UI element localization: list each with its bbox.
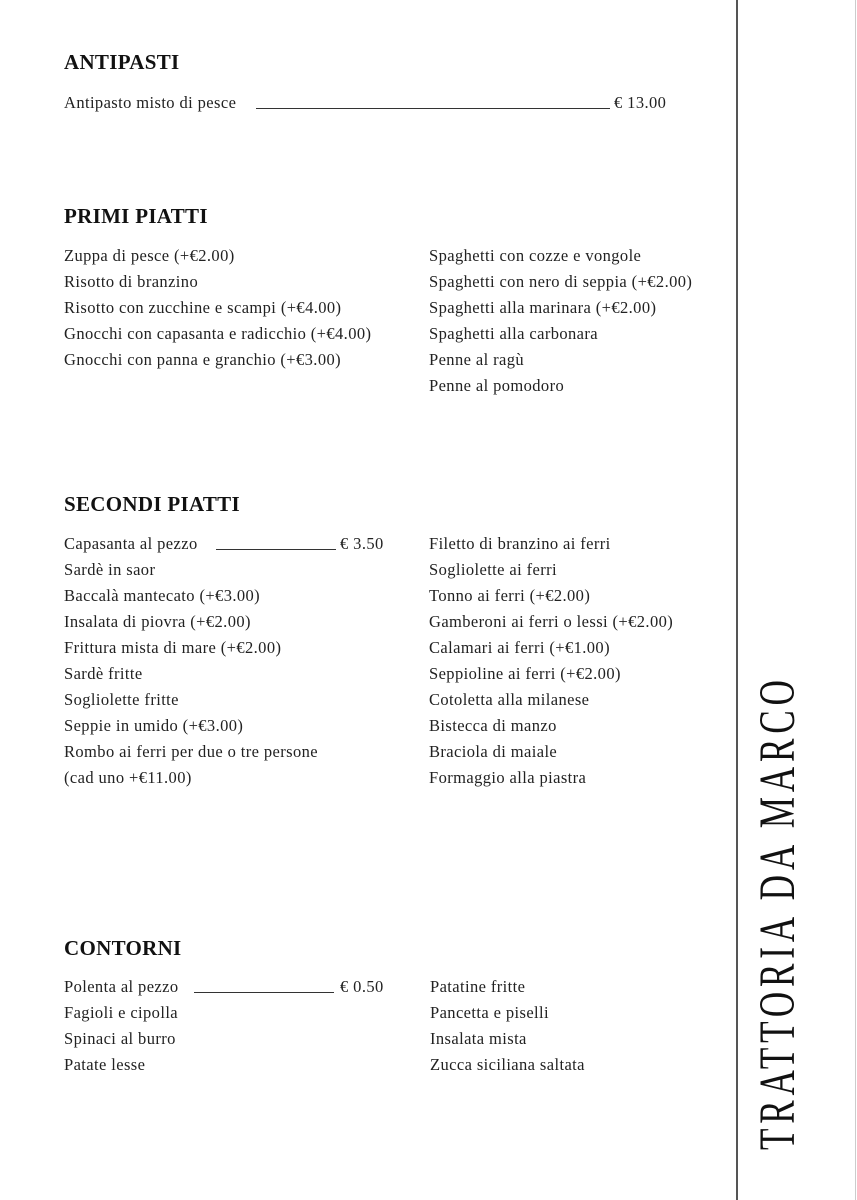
menu-price: € 0.50: [340, 977, 384, 996]
menu-item: Cotoletta alla milanese: [429, 690, 590, 709]
menu-item: Sardè in saor: [64, 560, 156, 579]
leader-line: [256, 108, 610, 109]
menu-item: Braciola di maiale: [429, 742, 558, 761]
menu-item: Sogliolette ai ferri: [429, 560, 558, 579]
page-edge: [855, 0, 856, 1200]
menu-item: Gnocchi con capasanta e radicchio (+€4.00): [64, 324, 372, 343]
menu-item: Pancetta e piselli: [430, 1003, 549, 1022]
section-title-primi: PRIMI PIATTI: [64, 204, 208, 228]
menu-item: Antipasto misto di pesce: [64, 93, 237, 112]
leader-line: [194, 992, 334, 993]
menu-item: Penne al ragù: [429, 350, 524, 369]
menu-item: Frittura mista di mare (+€2.00): [64, 638, 282, 657]
menu-item: Risotto con zucchine e scampi (+€4.00): [64, 298, 342, 317]
menu-item: Risotto di branzino: [64, 272, 199, 291]
menu-item: Seppie in umido (+€3.00): [64, 716, 244, 735]
menu-item: Insalata mista: [430, 1029, 527, 1048]
menu-item: Bistecca di manzo: [429, 716, 557, 735]
leader-line: [216, 549, 336, 550]
menu-item: Spaghetti alla carbonara: [429, 324, 599, 343]
menu-item: Sardè fritte: [64, 664, 143, 683]
menu-item: Rombo ai ferri per due o tre persone: [64, 742, 319, 761]
menu-item: Baccalà mantecato (+€3.00): [64, 586, 261, 605]
menu-item: Spaghetti con nero di seppia (+€2.00): [429, 272, 693, 291]
menu-item: Spaghetti con cozze e vongole: [429, 246, 642, 265]
menu-item: Calamari ai ferri (+€1.00): [429, 638, 610, 657]
menu-item: Filetto di branzino ai ferri: [429, 534, 611, 553]
menu-item: Formaggio alla piastra: [429, 768, 587, 787]
vertical-divider: [736, 0, 738, 1200]
menu-item: Penne al pomodoro: [429, 376, 565, 395]
section-title-antipasti: ANTIPASTI: [64, 50, 180, 74]
menu-item: Patatine fritte: [430, 977, 526, 996]
menu-item: Spinaci al burro: [64, 1029, 176, 1048]
menu-item: Capasanta al pezzo: [64, 534, 198, 553]
menu-item: Gnocchi con panna e granchio (+€3.00): [64, 350, 342, 369]
restaurant-name: TRATTORIA DA MARCO: [749, 675, 806, 1150]
menu-item: (cad uno +€11.00): [64, 768, 192, 787]
menu-item: Polenta al pezzo: [64, 977, 179, 996]
menu-price: € 3.50: [340, 534, 384, 553]
menu-item: Zucca siciliana saltata: [430, 1055, 585, 1074]
menu-price: € 13.00: [614, 93, 667, 112]
menu-item: Spaghetti alla marinara (+€2.00): [429, 298, 657, 317]
menu-item: Patate lesse: [64, 1055, 146, 1074]
menu-item: Fagioli e cipolla: [64, 1003, 179, 1022]
menu-item: Zuppa di pesce (+€2.00): [64, 246, 235, 265]
menu-item: Gamberoni ai ferri o lessi (+€2.00): [429, 612, 674, 631]
menu-item: Seppioline ai ferri (+€2.00): [429, 664, 621, 683]
section-title-secondi: SECONDI PIATTI: [64, 492, 240, 516]
menu-item: Insalata di piovra (+€2.00): [64, 612, 251, 631]
section-title-contorni: CONTORNI: [64, 936, 182, 960]
menu-item: Sogliolette fritte: [64, 690, 179, 709]
menu-item: Tonno ai ferri (+€2.00): [429, 586, 591, 605]
